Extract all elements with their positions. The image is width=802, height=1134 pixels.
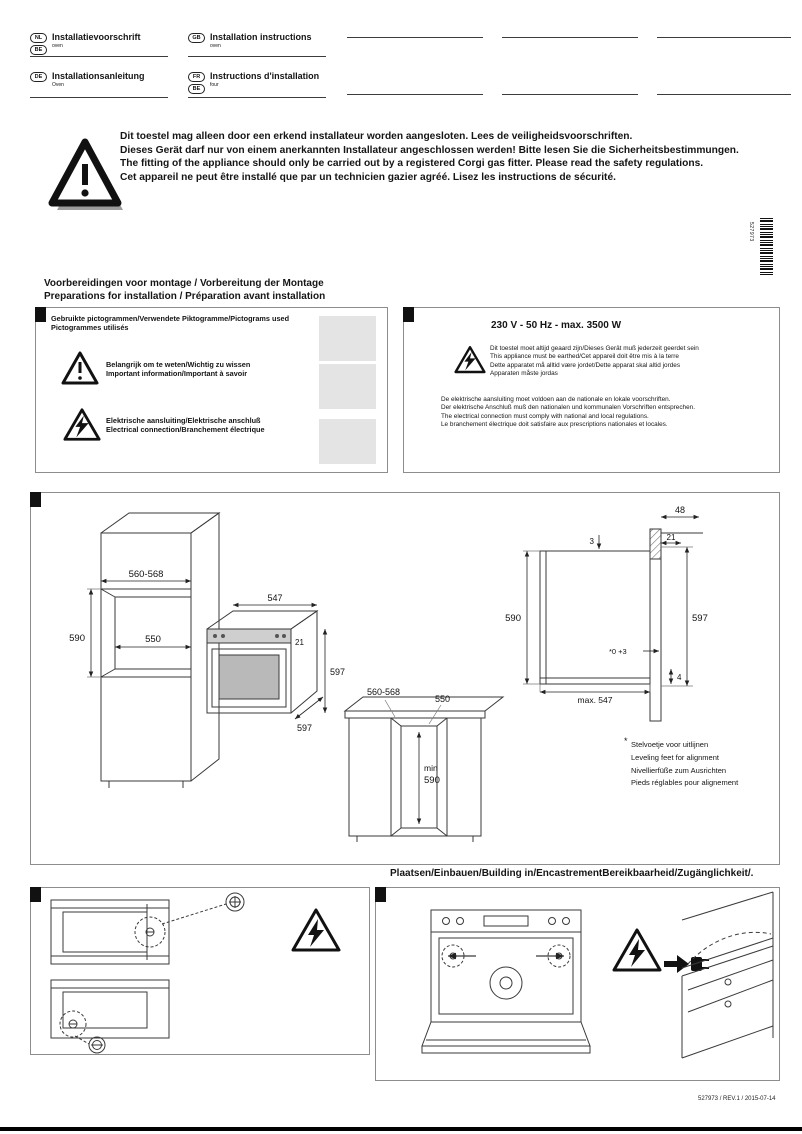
pictograms-box-header: [51, 314, 289, 332]
leveling-line: Pieds réglables pour alignement: [631, 778, 739, 788]
dim-oven-height-597: 597: [330, 667, 346, 677]
doc-subtitle-de: Oven: [52, 82, 64, 88]
header-blank-field: [657, 37, 791, 38]
earthing-text: [490, 345, 699, 378]
base-unit-fixing-drawing: [51, 980, 169, 1053]
section-marker: [30, 887, 41, 902]
electrical-connection-line1: Elektrische aansluiting/Elektrische anschluß: [106, 416, 261, 425]
header-rule: [30, 56, 168, 57]
header-rule: [30, 97, 168, 98]
dim-oven-depth-547: 547: [267, 593, 283, 603]
safety-line: Dit toestel mag alleen door een erkend installateur worden aangesloten. Lees de veiligheidsvoorschriften.: [120, 131, 633, 142]
country-badges: [188, 71, 205, 94]
dim-niche-bottom-4: 4: [677, 673, 682, 682]
doc-title-de: Installationsanleitung: [52, 71, 145, 81]
document-number: 527973 / REV.1 / 2015-07-14: [698, 1096, 776, 1102]
section-marker: [30, 492, 41, 507]
corner-cabinet-drawing: [682, 892, 773, 1058]
dim-niche-tolerance: *0 +3: [609, 647, 627, 656]
doc-title-nl: Installatievoorschrift: [52, 32, 141, 42]
dim-worktop-min-label: min: [424, 763, 438, 773]
leveling-note: [624, 736, 739, 790]
lang-entry-de: [30, 71, 145, 88]
electrical-connection-line2: Electrical connection/Branchement électrique: [106, 425, 265, 435]
barcode: [744, 214, 780, 288]
header-blank-field: [502, 94, 638, 95]
tall-unit-fixing-drawing: [51, 893, 244, 964]
preparations-heading-line2: Preparations for installation / Préparation avant installation: [44, 290, 326, 302]
doc-subtitle-fr: four: [210, 82, 219, 88]
earthing-line: This appliance must be earthed/Cet appareil doit être mis à la terre: [490, 353, 679, 361]
header-blank-field: [502, 37, 638, 38]
dim-oven-depth-597: 597: [297, 723, 313, 733]
placement-heading: Plaatsen/Einbauen/Building in/EncastrementBereikbaarheid/Zugänglichkeit/.: [390, 868, 754, 879]
tall-cabinet-drawing: [101, 513, 219, 788]
country-badge-de: DE: [30, 72, 47, 82]
important-info-line2: Important information/Important à savoir: [106, 369, 248, 379]
dim-worktop-inner: 550: [435, 694, 451, 704]
lang-entry-nl-be: [30, 32, 141, 55]
oven-drawing: [207, 611, 317, 713]
lang-entry-fr-be: [188, 71, 319, 94]
earthing-line: Apparaten måste jordas: [490, 369, 558, 377]
regulation-line: De elektrische aansluiting moet voldoen aan de nationale en lokale voorschriften.: [441, 396, 671, 403]
doc-subtitle-gb: oven: [210, 43, 221, 49]
section-marker: [403, 307, 414, 322]
preparations-heading-line1: Voorbereidingen voor montage / Vorbereitung der Montage: [44, 278, 324, 289]
regulation-line: Der elektrische Anschluß muß den nationalen und kommunalen Vorschriften entsprechen.: [441, 404, 695, 412]
electrical-connection-label: [106, 416, 265, 434]
section-marker: [375, 887, 386, 902]
dim-worktop-width: 560-568: [367, 687, 401, 697]
safety-notice: [120, 130, 798, 184]
header-blank-field: [657, 94, 791, 95]
country-badges: [30, 71, 47, 82]
building-in-drawings: [376, 888, 779, 1080]
niche-dimension-lines: [523, 517, 699, 692]
lang-entry-gb: [188, 32, 312, 49]
safety-line: Dieses Gerät darf nur von einem anerkannten Installateur angeschlossen werden! Bitte lesen Sie die Sicherheitsbestimmungen.: [120, 144, 739, 156]
building-in-box: [375, 887, 780, 1081]
electrical-warning-icon-2: [614, 930, 660, 970]
doc-title-fr: Instructions d'installation: [210, 71, 320, 81]
leveling-line: Stelvoetje voor uitlijnen: [631, 740, 709, 749]
pictogram-placeholder: [319, 316, 376, 361]
page-bottom-rule: [0, 1127, 802, 1131]
barcode-number: 527973: [748, 222, 754, 242]
regulation-line: Le branchement électrique doit satisfaire aux prescriptions nationales et locales.: [441, 420, 668, 428]
dim-cabinet-inner-width: 550: [145, 634, 161, 645]
power-rating: 230 V - 50 Hz - max. 3500 W: [491, 320, 622, 331]
country-badge-be: BE: [30, 45, 47, 55]
dim-niche-height-590: 590: [505, 613, 521, 624]
pictograms-header-line2: Pictogrammes utilisés: [51, 323, 129, 333]
safety-line: The fitting of the appliance should only be carried out by a registered Corgi gas fitter. Please read the safety regulations.: [120, 158, 704, 170]
country-badge-gb: GB: [188, 33, 205, 43]
pictogram-placeholder: [319, 419, 376, 464]
dim-cabinet-height: 590: [69, 633, 85, 644]
barcode-bars: [760, 218, 773, 276]
header-blank-field: [347, 94, 483, 95]
preparations-heading: [44, 278, 325, 303]
country-badge-nl: NL: [30, 33, 47, 43]
fixing-screws-box: [30, 887, 370, 1055]
country-badge-fr: FR: [188, 72, 205, 82]
header-rule: [188, 97, 326, 98]
dim-niche-outer-597: 597: [692, 613, 708, 624]
leveling-line: Nivellierfüße zum Ausrichten: [631, 765, 727, 775]
country-badges: [30, 32, 47, 55]
dimension-drawings: [31, 493, 779, 864]
header-blank-field: [347, 37, 483, 38]
pictograms-box: [35, 307, 388, 473]
dim-oven-lip-21: 21: [295, 638, 304, 647]
dim-niche-48: 48: [674, 505, 686, 515]
electrical-requirements-box: [403, 307, 780, 473]
country-badges: [188, 32, 205, 43]
fixing-drawings: [31, 888, 369, 1054]
leveling-line: Leveling feet for alignment: [631, 752, 719, 762]
doc-subtitle-nl: oven: [52, 43, 63, 49]
important-info-line1: Belangrijk om te weten/Wichtig zu wissen: [106, 360, 251, 369]
regulations-text: [441, 396, 695, 429]
dim-niche-max-depth: max. 547: [577, 695, 613, 705]
important-info-icon: [61, 350, 99, 386]
oven-front-drawing: [422, 910, 590, 1053]
earth-warning-icon: [454, 344, 486, 376]
warning-triangle-icon: [44, 134, 126, 222]
electrical-connection-icon: [63, 406, 101, 444]
dim-niche-gap-3: 3: [589, 537, 594, 546]
pictograms-header-line1: Gebruikte pictogrammen/Verwendete Piktogramme/Pictograms used: [51, 314, 290, 323]
earthing-line: Dit toestel moet altijd geaard zijn/Dieses Gerät muß jederzeit geerdet sein: [490, 345, 699, 352]
regulation-line: The electrical connection must comply with national and local regulations.: [441, 412, 649, 420]
header-rule: [188, 56, 326, 57]
dimensions-box: [30, 492, 780, 865]
dim-worktop-min-height: 590: [424, 775, 440, 786]
unplug-icon: [664, 955, 709, 973]
electrical-warning-icon: [293, 910, 339, 950]
pictogram-placeholder: [319, 364, 376, 409]
earthing-line: Dette apparatet må alltid være jordet/Dette apparat skal altid jordes: [490, 361, 681, 369]
cabinet-dimension-lines: [87, 581, 191, 677]
safety-line: Cet appareil ne peut être installé que par un technicien gazier agréé. Lisez les instructions de sécurité.: [120, 171, 616, 183]
dim-niche-21: 21: [666, 533, 676, 542]
leveling-asterisk: *: [624, 736, 628, 746]
doc-title-gb: Installation instructions: [210, 32, 312, 42]
country-badge-be2: BE: [188, 84, 205, 94]
important-info-label: [106, 360, 250, 378]
section-marker: [35, 307, 46, 322]
dim-cabinet-width: 560-568: [128, 569, 164, 580]
